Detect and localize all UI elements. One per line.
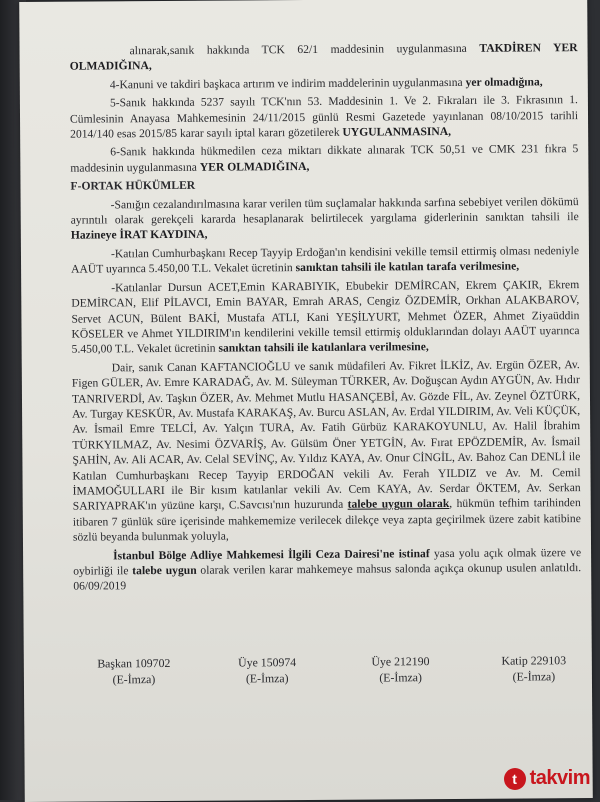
paragraph-istinaf: İstanbul Bölge Adliye Mahkemesi İlgili Ceza Dairesi'ne istinaf yasa yolu açık olmak üzere ve oybirliği ile talebe uygun olarak verilen karar mahkemeye mahsus salonda açıkça okunup usulen anlatıldı. 06/09/2019 — [73, 545, 581, 595]
paragraph-4: 4-Kanuni ve takdiri başkaca artırım ve indirim maddelerinin uygulanmasına yer olmadığına, — [70, 74, 578, 93]
takvim-watermark-logo — [504, 767, 590, 790]
paragraph-yargilama-giderleri: -Sanığın cezalandırılmasına karar verilen tüm suçlamalar hakkında sarfına sebebiyet verilen dökümü ayrıntılı olarak gerekçeli kararda hesaplanarak belirtilecek yargılama giderlerinin sanıktan tahsili ile Hazineye İRAT KAYDINA, — [71, 194, 579, 244]
signature-uye-1: Üye 150974 (E-İmza) — [207, 654, 327, 687]
document-body — [70, 40, 582, 597]
paragraph-takdir: alınarak,sanık hakkında TCK 62/1 maddesinin uygulanmasına TAKDİREN YER OLMADIĞINA, — [70, 40, 578, 74]
paragraph-vekalet-cumhurbaskani: -Katılan Cumhurbaşkanı Recep Tayyip Erdoğan'ın kendisini vekille temsil ettirmiş olması nedeniyle AAÜT uyarınca 5.450,00 T.L. Vekalet ücretinin sanıktan tahsili ile katılan tarafa verilmesine, — [71, 243, 579, 277]
paragraph-vekalet-katilanlar: -Katılanlar Dursun ACET,Emin KARABIYIK, Ebubekir DEMİRCAN, Ekrem ÇAKIR, Ekrem DEMİRCAN, Elif PİLAVCI, Emin BAYAR, Emrah ARAS, Cengiz ÖZDEMİR, Orkhan ALAKBAROV, Servet ACUN, Bülent BAKİ, Mustafa ATLI, Kani YEŞİLYURT, Mehmet ÖZER, Ahmet Ziyaüddin KÖSELER ve Ahmet YILDIRIM'ın kendilerini vekille temsil ettirmiş olduklarından dolayı AAÜT uyarınca 5.450,00 T.L. Vekalet ücretinin sanıktan tahsili ile katılanlara verilmesine, — [71, 277, 580, 358]
signature-block — [74, 652, 594, 688]
section-heading: F-ORTAK HÜKÜMLER — [70, 175, 578, 194]
paragraph-dair: Dair, sanık Canan KAFTANCIOĞLU ve sanık müdafileri Av. Fikret İLKİZ, Av. Ergün ÖZER, Av. Figen GÜLER, Av. Emre KARADAĞ, Av. M. Süleyman TÜRKER, Av. Doğuşcan Aydın AYGÜN, Av. Hıdır TANRIVERDİ, Av. Taşkın ÖZER, Av. Mehmet Mutlu HASANÇEBİ, Av. Gözde FİL, Av. Zeynel ÖZTÜRK, Av. Turgay KESKÜR, Av. Mustafa KARAKAŞ, Av. Burcu ASLAN, Av. Erdal YILDIRIM, Av. Veli KÜÇÜK, Av. İsmail Emre TELCİ, Av. Yalçın TURA, Av. Fatih Gürbüz KARAKOYUNLU, Av. Halil İbrahim TÜRKYILMAZ, Av. Nesimi ÖZVARİŞ, Av. Gülsüm Öner YETGİN, Av. Fırat EPÖZDEMİR, Av. İsmail ŞAHİN, Av. Ali ACAR, Av. Celal SEVİNÇ, Av. Yıldız KAYA, Av. Onur CİNGİL, Av. Bahoz Can DENLİ ile Katılan Cumhurbaşkanı Recep Tayyip ERDOĞAN vekili Av. Ferah YILDIZ ve Av. M. Cemil İMAMOĞULLARI ile Bir kısım katılanlar vekili Av. Cem KAYA, Av. Serdar ÖKTEM, Av. Serkan SARIYAPRAK'ın yüzüne karşı, C.Savcısı'nın huzurunda talebe uygun olarak, hükmün tefhim tarihinden itibaren 7 günlük süre içerisinde mahkememize verilecek dilekçe veya zapta geçirilmek üzere zabit katibine sözlü beyanda bulunmak yoluyla, — [72, 357, 581, 545]
signature-katip: Katip 229103 (E-İmza) — [474, 652, 594, 685]
takvim-logo-icon: t — [504, 768, 526, 790]
document-page — [19, 0, 593, 802]
signature-uye-2: Üye 212190 (E-İmza) — [340, 653, 460, 686]
paragraph-5: 5-Sanık hakkında 5237 sayılı TCK'nın 53. Maddesinin 1. Ve 2. Fıkraları ile 3. Fıkrasının 1. Cümlesinin Anayasa Mahkemesinin 24/11/2015 günlü Resmi Gazetede yayınlanan 08/10/2015 tarihli 2014/140 esas 2015/85 karar sayılı iptal kararı gözetilerek UYGULANMASINA, — [70, 92, 578, 142]
paragraph-6: 6-Sanık hakkında hükmedilen ceza miktarı dikkate alınarak TCK 50,51 ve CMK 231 fıkra 5 maddesinin uygulanmasına YER OLMADIĞINA, — [70, 142, 578, 176]
signature-baskan: Başkan 109702 (E-İmza) — [74, 655, 194, 688]
takvim-logo-text: takvim — [530, 767, 590, 790]
